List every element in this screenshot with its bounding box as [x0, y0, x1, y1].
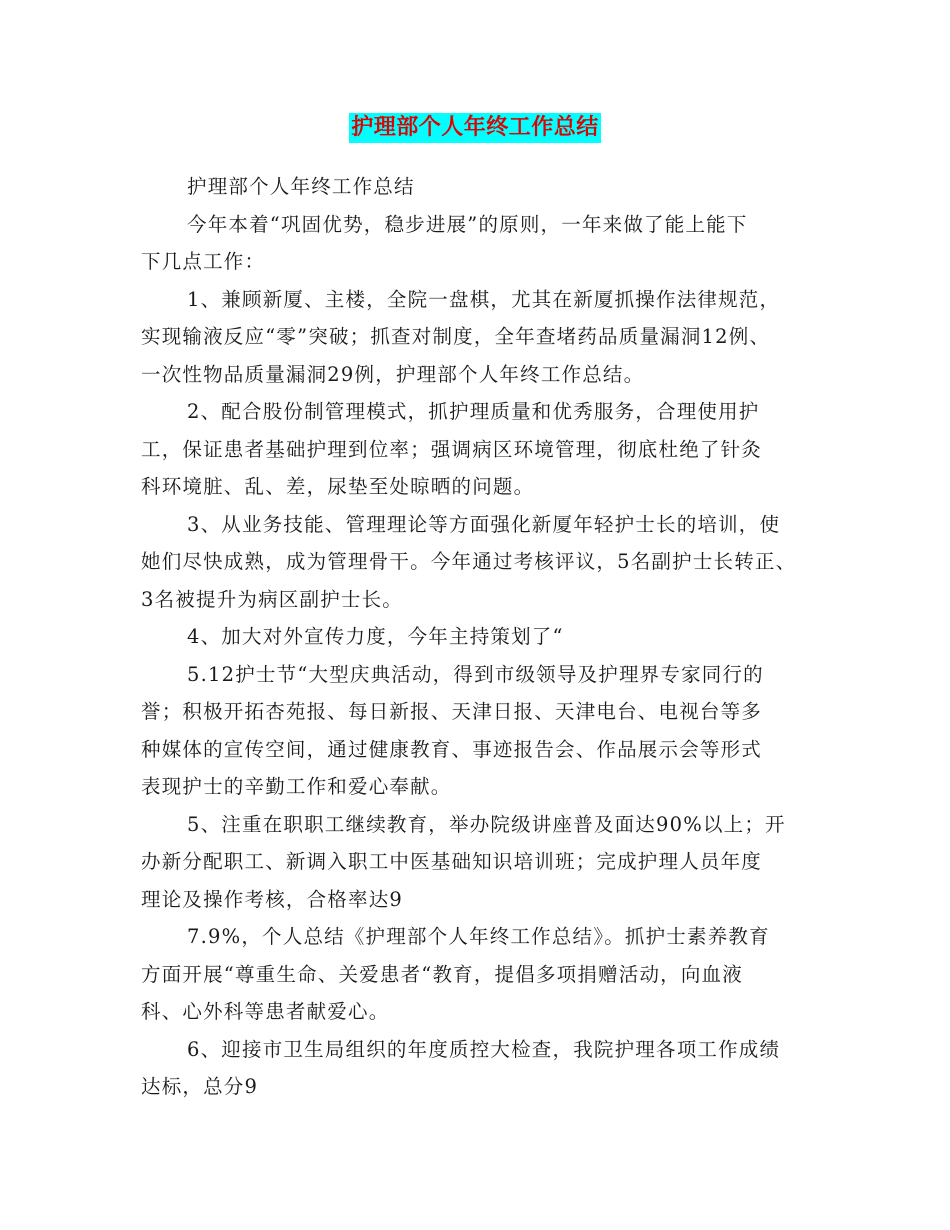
text-line: 表现护士的辛勤工作和爱心奉献。	[141, 775, 452, 798]
text-line: 4、加大对外宣传力度，今年主持策划了“	[187, 625, 564, 648]
text-line: 达标，总分9	[141, 1075, 259, 1098]
text-line: 5.12护士节“大型庆典活动，得到市级领导及护理界专家同行的	[187, 662, 764, 686]
document-body	[141, 168, 831, 1106]
text-line: 工，保证患者基础护理到位率；强调病区环境管理，彻底杜绝了针灸	[141, 437, 763, 461]
text-line: 1、兼顾新厦、主楼，全院一盘棋，尤其在新厦抓操作法律规范，	[187, 287, 781, 311]
text-line: 5、注重在职职工继续教育，举办院级讲座普及面达90%以上；开	[187, 812, 786, 836]
text-line: 实现输液反应“零”突破；抓查对制度，全年查堵药品质量漏洞12例、	[141, 325, 771, 348]
text-line: 6、迎接市卫生局组织的年度质控大检查，我院护理各项工作成绩	[187, 1037, 781, 1061]
text-line: 方面开展“尊重生命、关爱患者“教育，提倡多项捐赠活动，向血液	[141, 962, 743, 986]
text-line: 科、心外科等患者献爱心。	[141, 1000, 390, 1023]
text-line: 3名被提升为病区副护士长。	[141, 587, 404, 611]
text-line: 下几点工作：	[141, 250, 266, 273]
text-line: 今年本着“巩固优势，稳步进展”的原则，一年来做了能上能下	[187, 212, 748, 236]
text-line: 她们尽快成熟，成为管理骨干。今年通过考核评议，5名副护士长转正、	[141, 550, 797, 573]
document-title: 护理部个人年终工作总结	[349, 113, 601, 143]
text-line: 一次性物品质量漏洞29例，护理部个人年终工作总结。	[141, 362, 645, 386]
text-line: 3、从业务技能、管理理论等方面强化新厦年轻护士长的培训，使	[187, 512, 781, 536]
text-line: 科环境脏、乱、差，尿垫至处晾晒的问题。	[141, 475, 535, 498]
text-line: 护理部个人年终工作总结	[187, 175, 415, 198]
text-line: 7.9%，个人总结《护理部个人年终工作总结》。抓护士素养教育	[187, 925, 770, 948]
text-line: 2、配合股份制管理模式，抓护理质量和优秀服务，合理使用护	[187, 400, 760, 423]
text-line: 理论及操作考核，合格率达9	[141, 887, 404, 911]
text-line: 办新分配职工、新调入职工中医基础知识培训班；完成护理人员年度	[141, 850, 763, 873]
text-line: 种媒体的宣传空间，通过健康教育、事迹报告会、作品展示会等形式	[141, 737, 763, 761]
text-line: 誉；积极开拓杏苑报、每日新报、天津日报、天津电台、电视台等多	[141, 700, 763, 723]
title-container	[0, 113, 950, 143]
